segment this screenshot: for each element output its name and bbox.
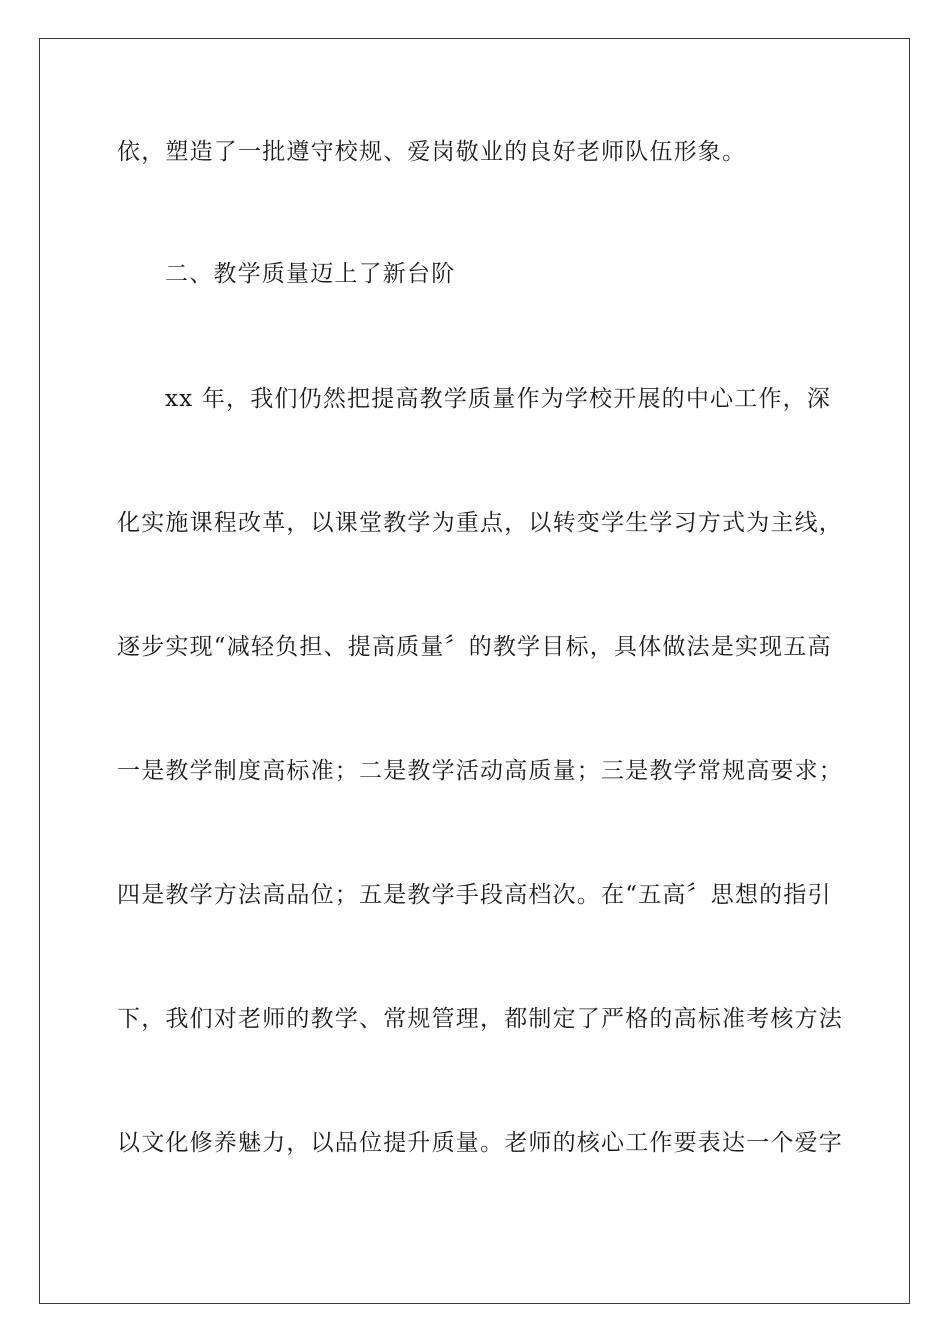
- paragraph-line-6: 四是教学方法高品位；五是教学手段高档次。在“五高〞思想的指引: [117, 882, 832, 908]
- page-border: [39, 38, 910, 1304]
- paragraph-line-2: xx 年，我们仍然把提高教学质量作为学校开展的中心工作，深: [165, 386, 832, 412]
- section-heading: 二、教学质量迈上了新台阶: [165, 261, 456, 287]
- paragraph-line-4: 逐步实现“减轻负担、提高质量〞的教学目标，具体做法是实现五高: [117, 634, 832, 660]
- paragraph-line-3: 化实施课程改革，以课堂教学为重点，以转变学生学习方式为主线，: [117, 510, 843, 536]
- paragraph-line-7: 下，我们对老师的教学、常规管理，都制定了严格的高标准考核方法: [117, 1006, 843, 1032]
- paragraph-line-5: 一是教学制度高标准；二是教学活动高质量；三是教学常规高要求；: [117, 758, 843, 784]
- paragraph-line-1: 依，塑造了一批遵守校规、爱岗敬业的良好老师队伍形象。: [117, 139, 747, 165]
- paragraph-line-8: 以文化修养魅力，以品位提升质量。老师的核心工作要表达一个爱字: [117, 1130, 843, 1156]
